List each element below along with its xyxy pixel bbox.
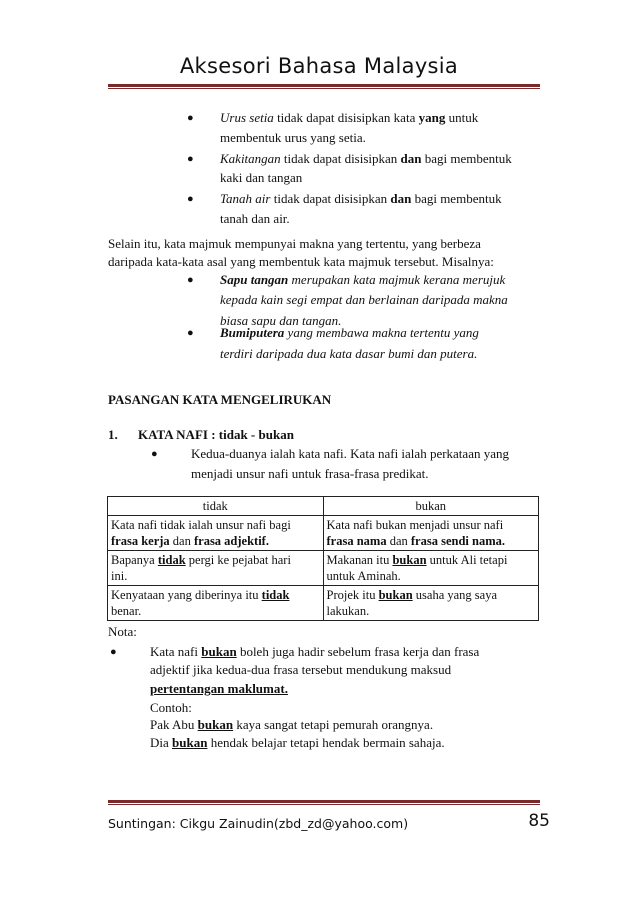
- nota-line: pertentangan maklumat.: [150, 681, 288, 696]
- table-cell: Makanan itu bukan untuk Ali tetapi untuk Aminah.: [323, 551, 539, 586]
- footer-divider: [108, 800, 540, 805]
- table-cell: Kata nafi tidak ialah unsur nafi bagi frasa kerja dan frasa adjektif.: [108, 516, 324, 551]
- bullet-icon: ●: [151, 448, 158, 460]
- table-row: [108, 516, 539, 551]
- example-line: Pak Abu bukan kaya sangat tetapi pemurah orangnya.: [150, 717, 434, 732]
- list-item-continued: kaki dan tangan: [220, 170, 303, 185]
- item-number: 1.: [108, 427, 118, 442]
- bullet-icon: ●: [187, 193, 194, 205]
- bullet-icon: ●: [187, 327, 194, 339]
- table-cell: Projek itu bukan usaha yang saya lakukan.: [323, 586, 539, 621]
- footer-credit: Suntingan: Cikgu Zainudin(zbd_zd@yahoo.com): [108, 816, 409, 831]
- comparison-table: [107, 496, 539, 621]
- bullet-icon: ●: [187, 274, 194, 286]
- table-header-cell: bukan: [323, 497, 539, 516]
- list-item: Tanah air tidak dapat disisipkan dan bagi membentuk: [220, 191, 502, 206]
- paragraph-line: Selain itu, kata majmuk mempunyai makna yang tertentu, yang berbeza: [108, 236, 481, 251]
- list-item: Kedua-duanya ialah kata nafi. Kata nafi ialah perkataan yang: [191, 446, 509, 461]
- list-item: Urus setia tidak dapat disisipkan kata yang untuk: [220, 110, 479, 125]
- paragraph-line: daripada kata-kata asal yang membentuk kata majmuk tersebut. Misalnya:: [108, 254, 494, 269]
- item-heading: KATA NAFI : tidak - bukan: [138, 427, 294, 442]
- list-item-continued: terdiri daripada dua kata dasar bumi dan putera.: [220, 346, 478, 361]
- table-cell: Bapanya tidak pergi ke pejabat hari ini.: [108, 551, 324, 586]
- list-item: Sapu tangan merupakan kata majmuk kerana merujuk: [220, 272, 506, 287]
- example-line: Dia bukan hendak belajar tetapi hendak bermain sahaja.: [150, 735, 445, 750]
- page-header-title: Aksesori Bahasa Malaysia: [179, 54, 459, 78]
- bullet-icon: ●: [187, 112, 194, 124]
- contoh-label: Contoh:: [150, 700, 192, 715]
- nota-label: Nota:: [108, 624, 137, 639]
- table-row: [108, 551, 539, 586]
- table-header-row: [108, 497, 539, 516]
- page-number: 85: [528, 811, 550, 831]
- table-header-cell: tidak: [108, 497, 324, 516]
- list-item-continued: menjadi unsur nafi untuk frasa-frasa predikat.: [191, 466, 429, 481]
- list-item-continued: membentuk urus yang setia.: [220, 130, 366, 145]
- table-cell: Kata nafi bukan menjadi unsur nafi frasa nama dan frasa sendi nama.: [323, 516, 539, 551]
- section-heading: PASANGAN KATA MENGELIRUKAN: [108, 392, 332, 407]
- list-item-continued: biasa sapu dan tangan.: [220, 313, 342, 328]
- list-item-continued: kepada kain segi empat dan berlainan daripada makna: [220, 292, 508, 307]
- nota-line: adjektif jika kedua-dua frasa tersebut mendukung maksud: [150, 662, 452, 677]
- bullet-icon: ●: [110, 646, 117, 658]
- list-item-continued: tanah dan air.: [220, 211, 290, 226]
- list-item: Kakitangan tidak dapat disisipkan dan bagi membentuk: [220, 151, 512, 166]
- header-divider: [108, 84, 540, 89]
- nota-line: Kata nafi bukan boleh juga hadir sebelum frasa kerja dan frasa: [150, 644, 480, 659]
- list-item: Bumiputera yang membawa makna tertentu yang: [220, 325, 479, 340]
- bullet-icon: ●: [187, 153, 194, 165]
- table-row: [108, 586, 539, 621]
- table-cell: Kenyataan yang diberinya itu tidak benar.: [108, 586, 324, 621]
